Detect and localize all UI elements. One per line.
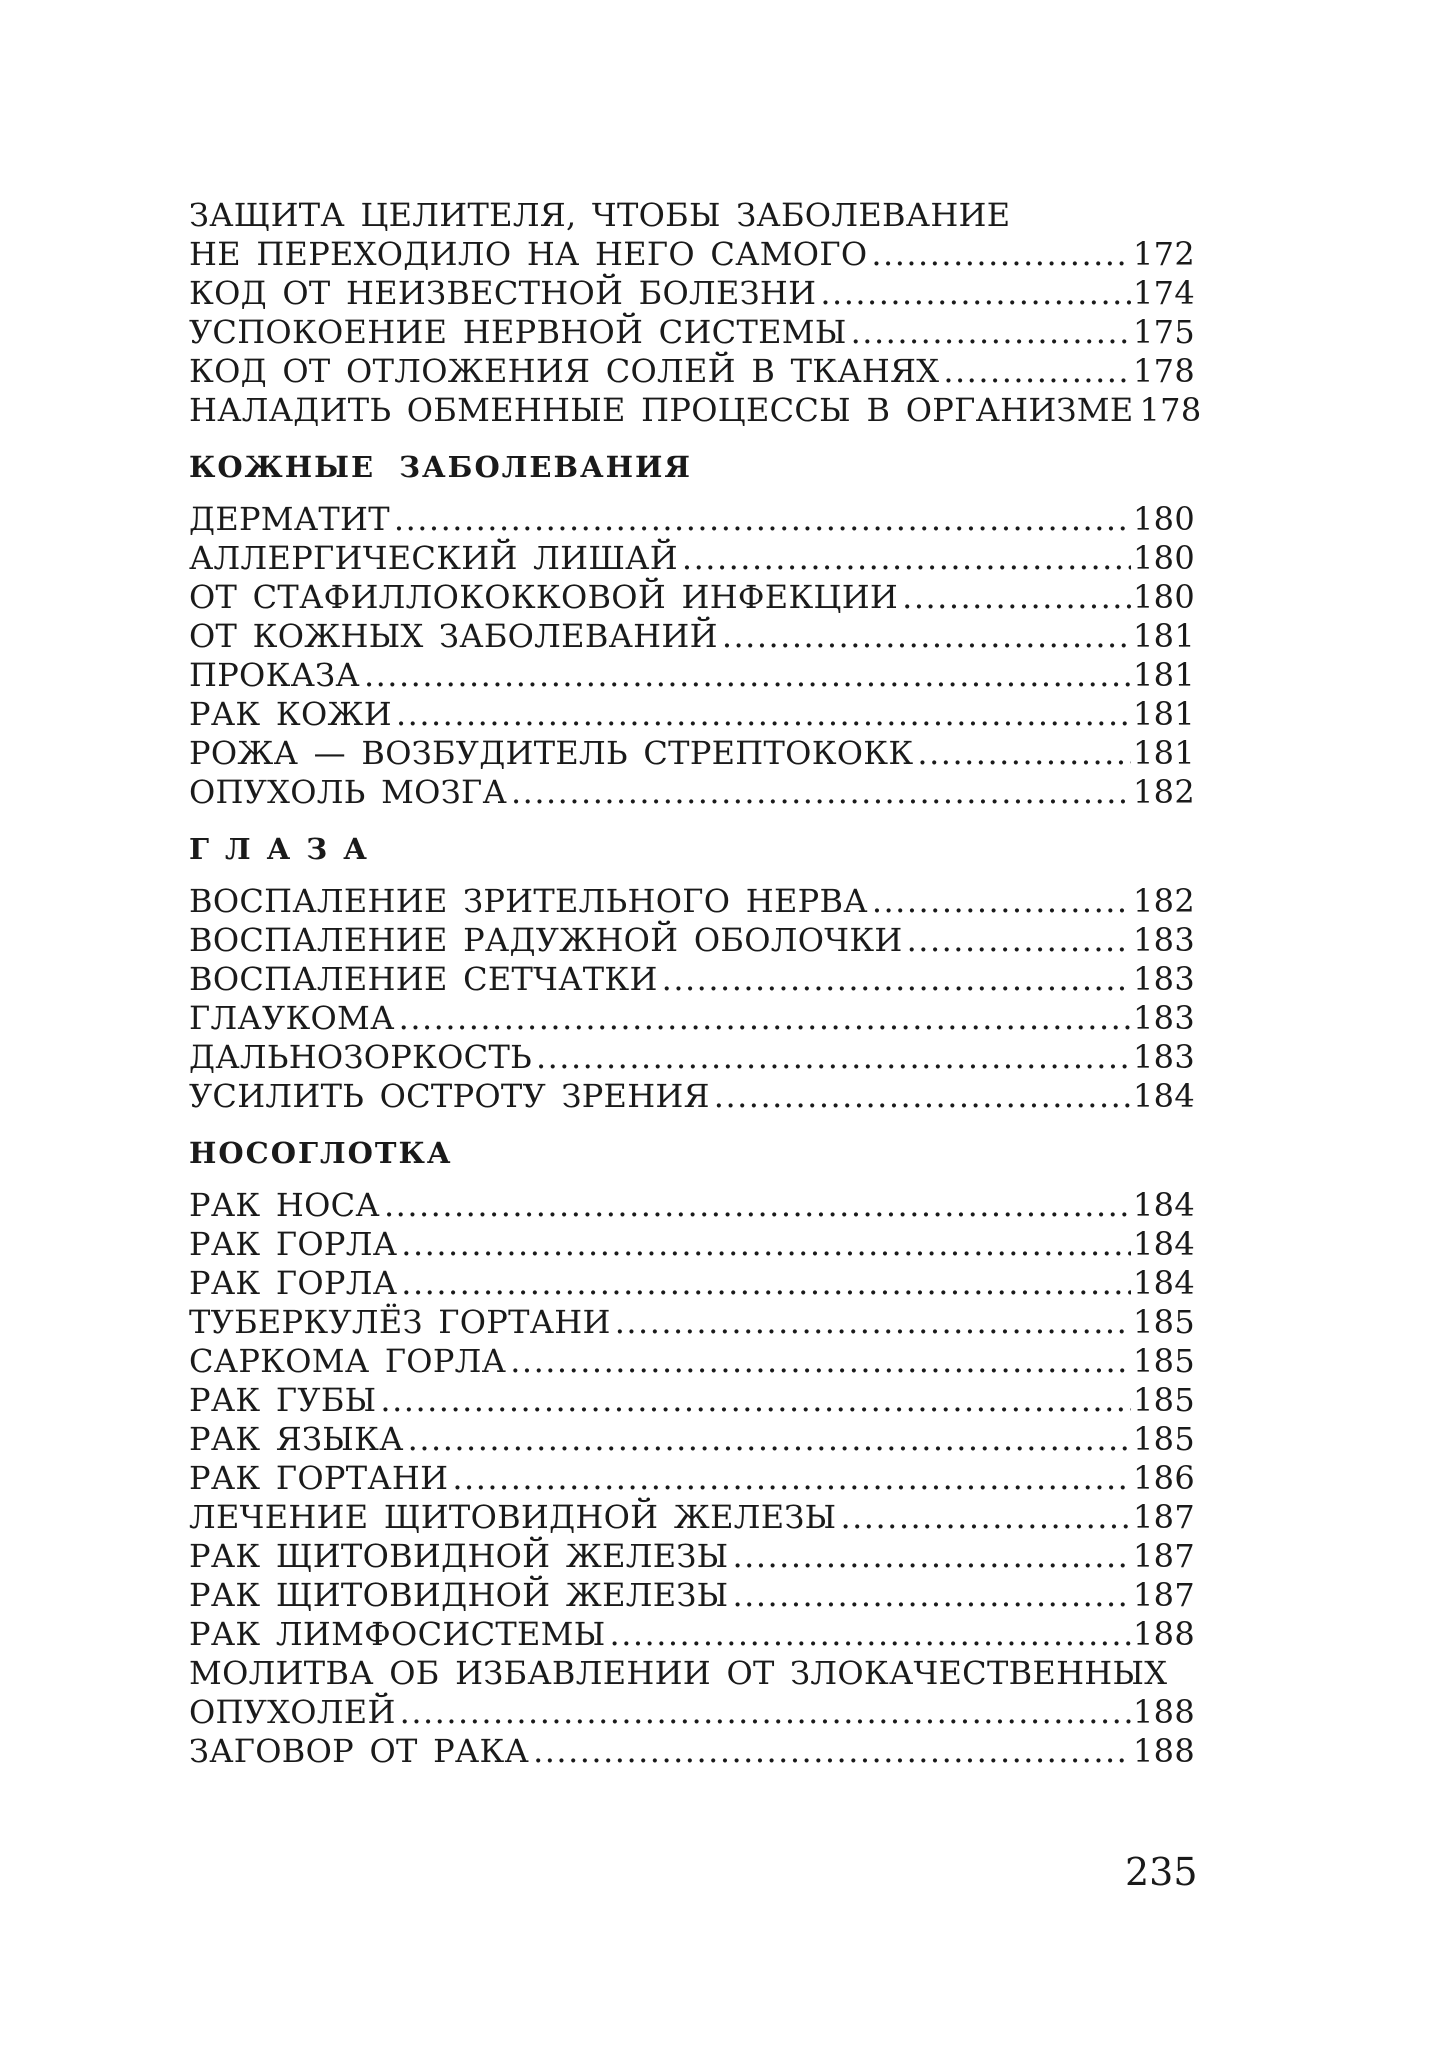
dot-leader: [732, 1576, 1131, 1615]
toc-entry: [189, 921, 1195, 960]
toc-entry-page: 183: [1133, 999, 1195, 1037]
toc-entry-label: НАЛАДИТЬ ОБМЕННЫЕ ПРОЦЕССЫ В ОРГАНИЗМЕ: [189, 391, 1134, 429]
toc-entry-page: 185: [1133, 1420, 1195, 1458]
table-of-contents: [189, 196, 1202, 1771]
toc-entry-page: 175: [1133, 313, 1195, 351]
toc-entry-page: 181: [1133, 734, 1195, 772]
toc-entry-label: АЛЛЕРГИЧЕСКИЙ ЛИШАЙ: [189, 539, 678, 577]
dot-leader: [364, 656, 1131, 695]
toc-entry-label: РАК ГУБЫ: [189, 1381, 377, 1419]
toc-entry-label: РАК ЩИТОВИДНОЙ ЖЕЛЕЗЫ: [189, 1537, 729, 1575]
toc-entry-page: 185: [1133, 1342, 1195, 1380]
toc-entry-page: 180: [1133, 578, 1195, 616]
toc-entry-page: 184: [1133, 1186, 1195, 1224]
toc-entry: [189, 1264, 1195, 1303]
dot-leader: [384, 1186, 1131, 1225]
dot-leader: [732, 1537, 1131, 1576]
toc-entry: [189, 578, 1195, 617]
dot-leader: [452, 1459, 1131, 1498]
toc-entry-label: УСИЛИТЬ ОСТРОТУ ЗРЕНИЯ: [189, 1077, 710, 1115]
toc-entry-label: КОД ОТ НЕИЗВЕСТНОЙ БОЛЕЗНИ: [189, 274, 817, 312]
toc-entry-label: ОТ КОЖНЫХ ЗАБОЛЕВАНИЙ: [189, 617, 718, 655]
dot-leader: [851, 313, 1131, 352]
toc-entry-label: РАК ГОРТАНИ: [189, 1459, 449, 1497]
toc-entry-label: ГЛАУКОМА: [189, 999, 395, 1037]
toc-entry: [189, 1186, 1195, 1225]
dot-leader: [394, 500, 1131, 539]
dot-leader: [399, 999, 1131, 1038]
toc-entry-label: ОТ СТАФИЛЛОКОККОВОЙ ИНФЕКЦИИ: [189, 578, 899, 616]
toc-entry-label: ВОСПАЛЕНИЕ РАДУЖНОЙ ОБОЛОЧКИ: [189, 921, 903, 959]
toc-entry-page: 178: [1139, 391, 1202, 429]
toc-entry-page: 186: [1133, 1459, 1195, 1497]
toc-entry: [189, 734, 1195, 773]
toc-entry-page: 184: [1133, 1264, 1195, 1302]
toc-entry: [189, 1459, 1195, 1498]
toc-entry-label: МОЛИТВА ОБ ИЗБАВЛЕНИИ ОТ ЗЛОКАЧЕСТВЕННЫХ: [189, 1654, 1168, 1692]
dot-leader: [820, 274, 1131, 313]
toc-entry-label: ЛЕЧЕНИЕ ЩИТОВИДНОЙ ЖЕЛЕЗЫ: [189, 1498, 837, 1536]
dot-leader: [662, 960, 1131, 999]
dot-leader: [510, 1342, 1131, 1381]
toc-entry: [189, 656, 1195, 695]
toc-entry: [189, 960, 1195, 999]
toc-entry-label: ДЕРМАТИТ: [189, 500, 390, 538]
toc-entry-label: РАК НОСА: [189, 1186, 380, 1224]
dot-leader: [536, 1038, 1131, 1077]
toc-entry: [189, 1537, 1195, 1576]
section-heading: КОЖНЫЕ ЗАБОЛЕВАНИЯ: [189, 450, 692, 484]
dot-leader: [615, 1303, 1131, 1342]
toc-entry-label: РАК ЯЗЫКА: [189, 1420, 404, 1458]
dot-leader: [396, 695, 1131, 734]
toc-entry-label: ОПУХОЛЬ МОЗГА: [189, 773, 507, 811]
toc-entry-page: 183: [1133, 921, 1195, 959]
dot-leader: [872, 882, 1131, 921]
toc-entry-page: 183: [1133, 1038, 1195, 1076]
dot-leader: [917, 734, 1131, 773]
toc-entry: [189, 1615, 1195, 1654]
dot-leader: [907, 921, 1131, 960]
toc-entry: [189, 1077, 1195, 1116]
toc-entry-page: 185: [1133, 1381, 1195, 1419]
toc-entry-page: 181: [1133, 656, 1195, 694]
dot-leader: [610, 1615, 1132, 1654]
toc-entry-label: РАК ЩИТОВИДНОЙ ЖЕЛЕЗЫ: [189, 1576, 729, 1614]
toc-entry-label: РОЖА — ВОЗБУДИТЕЛЬ СТРЕПТОКОКК: [189, 734, 914, 772]
dot-leader: [943, 352, 1131, 391]
toc-entry: [189, 235, 1195, 274]
toc-entry-page: 178: [1133, 352, 1195, 390]
toc-entry: [189, 617, 1195, 656]
toc-entry: [189, 1576, 1195, 1615]
toc-entry: [189, 1693, 1195, 1732]
dot-leader: [380, 1381, 1131, 1420]
toc-section-nasopharynx: [189, 1136, 1195, 1771]
dot-leader: [840, 1498, 1131, 1537]
toc-entry-label: ПРОКАЗА: [189, 656, 360, 694]
toc-entry-page: 188: [1133, 1732, 1195, 1770]
toc-entry-page: 188: [1133, 1615, 1195, 1653]
toc-entry: [189, 274, 1195, 313]
toc-entry: [189, 882, 1195, 921]
toc-entry-page: 187: [1133, 1537, 1195, 1575]
toc-section-skin: [189, 450, 1195, 812]
toc-entry-page: 181: [1133, 695, 1195, 733]
toc-entry-label: РАК КОЖИ: [189, 695, 392, 733]
dot-leader: [408, 1420, 1131, 1459]
toc-entry-page: 187: [1133, 1576, 1195, 1614]
toc-entry: [189, 539, 1195, 578]
toc-section-eyes: [189, 832, 1195, 1116]
dot-leader: [533, 1732, 1131, 1771]
toc-entry-page: 182: [1133, 882, 1195, 920]
dot-leader: [902, 578, 1131, 617]
toc-entry: [189, 999, 1195, 1038]
toc-entry: [189, 352, 1195, 391]
toc-entry-page: 184: [1133, 1225, 1195, 1263]
toc-entry-label: КОД ОТ ОТЛОЖЕНИЯ СОЛЕЙ В ТКАНЯХ: [189, 352, 940, 390]
toc-entry: [189, 773, 1195, 812]
dot-leader: [511, 773, 1131, 812]
toc-entry-label: РАК ГОРЛА: [189, 1264, 398, 1302]
dot-leader: [682, 539, 1131, 578]
toc-entry-page: 180: [1133, 539, 1195, 577]
dot-leader: [400, 1693, 1131, 1732]
toc-entry-page: 180: [1133, 500, 1195, 538]
toc-entry-page: 185: [1133, 1303, 1195, 1341]
toc-entry-label: ВОСПАЛЕНИЕ СЕТЧАТКИ: [189, 960, 658, 998]
dot-leader: [871, 235, 1131, 274]
toc-entry: [189, 391, 1202, 430]
dot-leader: [401, 1225, 1131, 1264]
toc-entry-page: 187: [1133, 1498, 1195, 1536]
toc-entry-label: УСПОКОЕНИЕ НЕРВНОЙ СИСТЕМЫ: [189, 313, 847, 351]
toc-entry: [189, 1420, 1195, 1459]
toc-entry-label: РАК ЛИМФОСИСТЕМЫ: [189, 1615, 606, 1653]
toc-entry-label: РАК ГОРЛА: [189, 1225, 398, 1263]
toc-entry: [189, 313, 1195, 352]
toc-entry-label: ТУБЕРКУЛЁЗ ГОРТАНИ: [189, 1303, 611, 1341]
section-heading: ГЛАЗА: [189, 832, 383, 866]
dot-leader: [714, 1077, 1131, 1116]
toc-entry-label: ЗАЩИТА ЦЕЛИТЕЛЯ, ЧТОБЫ ЗАБОЛЕВАНИЕ: [189, 196, 1011, 234]
toc-entry: [189, 196, 1195, 235]
page-number: 235: [1125, 1850, 1198, 1894]
toc-entry-label: НЕ ПЕРЕХОДИЛО НА НЕГО САМОГО: [189, 235, 868, 273]
toc-entry-page: 172: [1133, 235, 1195, 273]
toc-entry: [189, 1342, 1195, 1381]
toc-entry-label: САРКОМА ГОРЛА: [189, 1342, 507, 1380]
toc-entry-label: ЗАГОВОР ОТ РАКА: [189, 1732, 530, 1770]
toc-entry: [189, 1498, 1195, 1537]
toc-entry-label: ВОСПАЛЕНИЕ ЗРИТЕЛЬНОГО НЕРВА: [189, 882, 868, 920]
toc-entry-page: 182: [1133, 773, 1195, 811]
toc-entry-label: ДАЛЬНОЗОРКОСТЬ: [189, 1038, 532, 1076]
section-heading: НОСОГЛОТКА: [189, 1136, 453, 1170]
toc-entry: [189, 1381, 1195, 1420]
toc-entry-label: ОПУХОЛЕЙ: [189, 1693, 396, 1731]
toc-entry-page: 174: [1133, 274, 1195, 312]
toc-entry: [189, 695, 1195, 734]
dot-leader: [401, 1264, 1131, 1303]
toc-entry-page: 184: [1133, 1077, 1195, 1115]
toc-entry: [189, 1303, 1195, 1342]
toc-entry: [189, 1732, 1195, 1771]
toc-entry: [189, 1038, 1195, 1077]
toc-entry-page: 188: [1133, 1693, 1195, 1731]
dot-leader: [722, 617, 1131, 656]
toc-entry-page: 181: [1133, 617, 1195, 655]
toc-section-continued: [189, 196, 1202, 430]
toc-entry: [189, 1654, 1195, 1693]
toc-entry: [189, 500, 1195, 539]
toc-entry-page: 183: [1133, 960, 1195, 998]
toc-entry: [189, 1225, 1195, 1264]
